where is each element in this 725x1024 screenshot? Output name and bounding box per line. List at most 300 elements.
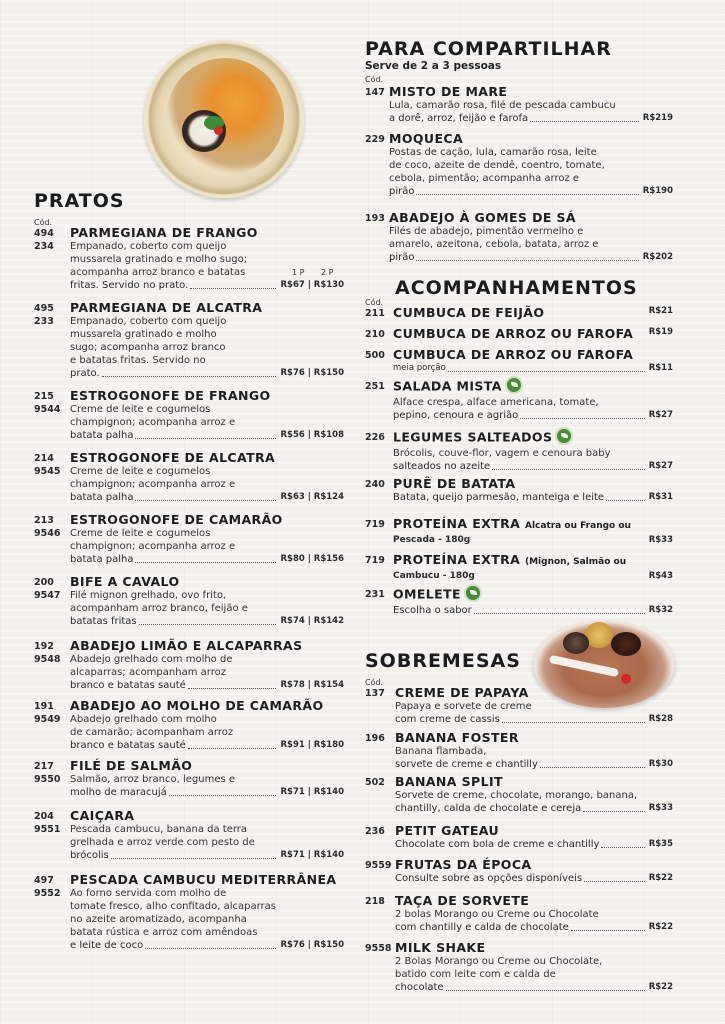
item-description: pepino, cenoura e agrião <box>393 410 519 421</box>
item-name <box>393 516 673 534</box>
item-name <box>393 552 673 570</box>
cod-label: Cód. <box>365 678 384 687</box>
item-body <box>395 893 673 934</box>
item-price: R$35 <box>648 839 673 849</box>
item-description: Creme de leite e cogumelos <box>70 528 211 539</box>
item-name-text: FILÉ DE SALMÃO <box>70 758 193 773</box>
item-description: com creme de cassis <box>395 714 500 725</box>
item-name-text: PROTEÍNA EXTRA <box>393 552 521 567</box>
item-description: batatas fritas <box>70 616 137 627</box>
item-code: 229 <box>365 134 385 145</box>
item-price: R$11 <box>648 363 673 373</box>
item-name-text: ESTROGONOFE DE FRANGO <box>70 388 271 403</box>
leader-dots <box>416 260 638 261</box>
item-name <box>395 940 673 955</box>
item-body <box>70 758 344 799</box>
item-description: de camarão; acompanham arroz <box>70 727 234 738</box>
item-body <box>393 586 673 617</box>
item-price: R$63 | R$124 <box>280 492 344 502</box>
item-name <box>70 758 344 773</box>
item-note: (Mignon, Salmão ou <box>524 557 627 567</box>
item-name-text: BANANA FOSTER <box>395 730 519 745</box>
item-name-text: CREME DE PAPAYA <box>395 685 529 700</box>
item-code: 719 <box>365 555 385 566</box>
item-body <box>395 685 673 726</box>
leader-dots <box>135 500 276 501</box>
menu-item <box>34 574 344 628</box>
item-description: a dorê, arroz, feijão e farofa <box>389 113 529 124</box>
leader-dots <box>601 847 644 848</box>
menu-item <box>365 378 673 422</box>
item-body <box>70 872 344 952</box>
menu-item <box>365 893 673 934</box>
menu-item <box>34 758 344 799</box>
item-code: 213 9546 <box>34 515 61 539</box>
leader-dots <box>190 288 276 289</box>
item-name <box>395 730 673 745</box>
leader-dots <box>474 613 645 614</box>
item-description: prato. <box>70 368 100 379</box>
item-code: 240 <box>365 479 385 490</box>
leader-dots <box>135 562 276 563</box>
item-price: R$32 <box>648 605 673 615</box>
item-description: Pescada cambucu, banana da terra <box>70 824 248 835</box>
price-line <box>393 604 673 617</box>
item-description: sorvete de creme e chantilly <box>395 759 538 770</box>
item-name-text: MILK SHAKE <box>395 940 486 955</box>
item-price: R$22 <box>648 982 673 992</box>
item-name-text: CAIÇARA <box>70 808 135 823</box>
item-description: batata palha <box>70 430 134 441</box>
menu-item <box>34 450 344 504</box>
item-name-text: ESTROGONOFE DE ALCATRA <box>70 450 276 465</box>
item-description: mussarela gratinado e molho <box>70 329 217 340</box>
item-price: R$27 <box>648 461 673 471</box>
leaf-vegan-icon <box>555 427 573 445</box>
price-line <box>70 279 344 292</box>
item-description: Abadejo grelhado com molho de <box>70 654 233 665</box>
item-code: 9558 <box>365 943 392 954</box>
item-body <box>393 552 673 583</box>
item-name <box>393 429 673 447</box>
item-body <box>393 347 673 375</box>
item-description: Ao forno servida com molho de <box>70 888 227 899</box>
leader-dots <box>448 371 645 372</box>
item-description: batido com leite com e calda de <box>395 969 556 980</box>
price-line <box>395 758 673 771</box>
price-line <box>389 185 673 198</box>
price-line <box>389 112 673 125</box>
item-body <box>70 808 344 862</box>
item-code: 217 9550 <box>34 761 61 785</box>
item-description: Empanado, coberto com queijo <box>70 241 227 252</box>
item-code: 214 9545 <box>34 453 61 477</box>
item-price: R$22 <box>648 922 673 932</box>
leader-dots <box>583 811 644 812</box>
item-description: batata palha <box>70 554 134 565</box>
item-price: R$74 | R$142 <box>280 616 344 626</box>
price-line <box>70 786 344 799</box>
menu-item <box>365 857 673 885</box>
menu-item <box>34 698 344 752</box>
item-description: branco e batatas sauté <box>70 680 186 691</box>
item-price: R$71 | R$140 <box>280 850 344 860</box>
price-line <box>70 615 344 628</box>
item-name-text: PARMEGIANA DE ALCATRA <box>70 300 263 315</box>
item-name <box>70 300 344 315</box>
menu-item <box>34 872 344 952</box>
item-description: Alface crespa, alface americana, tomate, <box>393 397 599 408</box>
item-price: R$71 | R$140 <box>280 787 344 797</box>
item-description: fritas. Servido no prato. <box>70 280 189 291</box>
item-body <box>395 774 673 815</box>
item-description: e leite de coco <box>70 940 144 951</box>
item-name-text: BANANA SPLIT <box>395 774 503 789</box>
menu-item <box>34 225 344 292</box>
item-name <box>70 638 344 653</box>
item-description: 2 bolas Morango ou Creme ou Chocolate <box>395 909 599 920</box>
menu-item <box>34 512 344 566</box>
item-body <box>393 378 673 422</box>
item-body <box>70 698 344 752</box>
item-name <box>70 512 344 527</box>
item-name-text: CUMBUCA DE ARROZ OU FAROFA <box>393 326 634 341</box>
price-line <box>70 491 344 504</box>
item-name-text: SALADA MISTA <box>393 378 502 394</box>
menu-item <box>365 774 673 815</box>
item-name <box>70 388 344 403</box>
item-description: Sorvete de creme, chocolate, morango, banana, <box>395 790 638 801</box>
leader-dots <box>135 438 276 439</box>
leaf-vegan-icon <box>464 584 482 602</box>
menu-item <box>365 730 673 771</box>
item-body <box>395 940 673 994</box>
item-code: 137 <box>365 688 385 699</box>
item-body <box>393 476 673 504</box>
item-body <box>393 516 673 547</box>
item-description: Creme de leite e cogumelos <box>70 466 211 477</box>
item-name-text: MISTO DE MARE <box>389 84 508 99</box>
leader-dots <box>530 121 639 122</box>
item-description: Postas de cação, lula, camarão rosa, leite <box>389 147 597 158</box>
item-description: tomate fresco, alho confitado, alcaparras <box>70 901 276 912</box>
item-body <box>393 326 673 339</box>
menu-item <box>34 638 344 692</box>
item-body <box>389 84 673 125</box>
menu-item <box>34 388 344 442</box>
item-name <box>395 774 673 789</box>
item-description: Pescada - 180g <box>393 535 471 545</box>
item-description: salteados no azeite <box>393 461 491 472</box>
item-price: R$43 <box>648 571 673 581</box>
leader-dots <box>102 376 277 377</box>
item-description: champignon; acompanha arroz e <box>70 417 236 428</box>
price-line <box>395 921 673 934</box>
item-code: 497 9552 <box>34 875 61 899</box>
price-line <box>70 739 344 752</box>
item-description: Creme de leite e cogumelos <box>70 404 211 415</box>
menu-item <box>365 347 673 375</box>
item-name <box>70 225 344 240</box>
item-price: R$67 | R$130 <box>280 280 344 290</box>
price-line <box>393 491 673 504</box>
price-line <box>395 981 673 994</box>
item-name-text: TAÇA DE SORVETE <box>395 893 530 908</box>
item-price: R$33 <box>648 535 673 545</box>
item-body <box>389 210 673 264</box>
item-price: R$21 <box>648 306 673 316</box>
item-description: branco e batatas sauté <box>70 740 186 751</box>
item-code: 495 233 <box>34 303 54 327</box>
item-name-text: FRUTAS DA ÉPOCA <box>395 857 532 872</box>
size-label-2p: 2 P <box>321 268 334 277</box>
item-code: 9559 <box>365 860 392 871</box>
item-body <box>70 574 344 628</box>
item-description: e batatas fritas. Servido no <box>70 355 206 366</box>
item-name-text: LEGUMES SALTEADOS <box>393 429 553 445</box>
item-body <box>395 857 673 885</box>
item-description: meia porção <box>393 363 446 373</box>
item-description: sugo; acompanha arroz branco <box>70 342 226 353</box>
item-description: cebola, pimentão; acompanha arroz e <box>389 173 580 184</box>
leader-dots <box>571 930 645 931</box>
item-code: 236 <box>365 826 385 837</box>
item-description: no azeite aromatizado, acompanha <box>70 914 247 925</box>
item-description: champignon; acompanha arroz e <box>70 479 236 490</box>
item-description: amarelo, azeitona, cebola, batata, arroz e <box>389 239 599 250</box>
item-description: Papaya e sorvete de creme <box>395 701 532 712</box>
item-code: 218 <box>365 896 385 907</box>
price-line <box>395 713 673 726</box>
item-name-text: PETIT GATEAU <box>395 823 500 838</box>
item-name-text: PURÊ DE BATATA <box>393 476 516 491</box>
item-description: Abadejo grelhado com molho <box>70 714 217 725</box>
item-code: 502 <box>365 777 385 788</box>
item-description: batata rústica e arroz com amêndoas <box>70 927 258 938</box>
menu-item <box>365 516 673 547</box>
item-body <box>389 131 673 198</box>
leader-dots <box>492 469 645 470</box>
item-price: R$219 <box>642 113 673 123</box>
price-line <box>70 553 344 566</box>
item-price: R$19 <box>648 327 673 337</box>
menu-item <box>34 300 344 380</box>
item-body <box>70 300 344 380</box>
menu-item <box>34 808 344 862</box>
menu-item <box>365 940 673 994</box>
price-line <box>393 362 673 375</box>
item-note: Alcatra ou Frango ou <box>524 521 631 531</box>
item-price: R$56 | R$108 <box>280 430 344 440</box>
item-description: pirão <box>389 186 415 197</box>
item-code: 147 <box>365 87 385 98</box>
item-name-text: CUMBUCA DE ARROZ OU FAROFA <box>393 347 634 362</box>
item-code: 719 <box>365 519 385 530</box>
menu-item <box>365 476 673 504</box>
price-line <box>70 367 344 380</box>
item-description: molho de maracujá <box>70 787 167 798</box>
price-line <box>389 251 673 264</box>
item-code: 500 <box>365 350 385 361</box>
item-description: Filé mignon grelhado, ovo frito, <box>70 590 227 601</box>
item-body <box>70 638 344 692</box>
item-name <box>395 857 673 872</box>
leader-dots <box>520 418 644 419</box>
leader-dots <box>606 500 645 501</box>
item-code: 215 9544 <box>34 391 61 415</box>
item-price: R$190 <box>642 186 673 196</box>
item-name-text: PARMEGIANA DE FRANGO <box>70 225 258 240</box>
menu-item <box>365 305 673 318</box>
item-name-text: PROTEÍNA EXTRA <box>393 516 521 531</box>
item-name <box>395 685 673 700</box>
price-line <box>70 429 344 442</box>
cod-label: Cód. <box>365 298 384 307</box>
item-body <box>70 512 344 566</box>
leader-dots <box>145 948 276 949</box>
item-body <box>395 730 673 771</box>
item-price: R$78 | R$154 <box>280 680 344 690</box>
cod-label: Cód. <box>34 218 53 227</box>
item-name <box>393 586 673 604</box>
item-body <box>70 450 344 504</box>
item-name <box>70 450 344 465</box>
item-code: 193 <box>365 213 385 224</box>
leader-dots <box>139 624 277 625</box>
price-line <box>393 570 673 583</box>
item-name-text: BIFE A CAVALO <box>70 574 180 589</box>
item-description: batata palha <box>70 492 134 503</box>
item-name <box>393 326 673 341</box>
section-title-compartilhar: PARA COMPARTILHAR <box>365 38 612 60</box>
item-description: brócolis <box>70 850 109 861</box>
item-description: Lula, camarão rosa, filé de pescada cambucu <box>389 100 616 111</box>
menu-item <box>365 685 673 726</box>
cod-label: Cód. <box>365 75 384 84</box>
leader-dots <box>188 748 277 749</box>
section-title-sobremesas: SOBREMESAS <box>365 650 521 672</box>
item-price: R$33 <box>648 803 673 813</box>
item-price: R$76 | R$150 <box>280 940 344 950</box>
item-code: 251 <box>365 381 385 392</box>
item-description: Cambucu - 180g <box>393 571 475 581</box>
item-code: 204 9551 <box>34 811 61 835</box>
item-name <box>70 872 344 887</box>
item-description: Empanado, coberto com queijo <box>70 316 227 327</box>
item-description: Batata, queijo parmesão, manteiga e leite <box>393 492 605 503</box>
item-name <box>389 210 673 225</box>
leader-dots <box>188 688 277 689</box>
leaf-vegan-icon <box>505 376 523 394</box>
item-description: chantilly, calda de chocolate e cereja <box>395 803 582 814</box>
menu-item <box>365 210 673 264</box>
item-name <box>395 823 673 838</box>
section-title-pratos: PRATOS <box>34 190 125 212</box>
price-line <box>70 849 344 862</box>
item-description: pirão <box>389 252 415 263</box>
item-body <box>70 388 344 442</box>
item-description: Brócolis, couve-flor, vagem e cenoura baby <box>393 448 611 459</box>
item-name-text: MOQUECA <box>389 131 464 146</box>
menu-item <box>365 586 673 617</box>
price-line <box>393 460 673 473</box>
item-name <box>393 476 673 491</box>
leader-dots <box>502 722 645 723</box>
item-code: 191 9549 <box>34 701 61 725</box>
item-price: R$22 <box>648 873 673 883</box>
leader-dots <box>111 858 277 859</box>
item-name-text: ABADEJO À GOMES DE SÁ <box>389 210 577 225</box>
item-body <box>70 225 344 292</box>
price-line <box>70 939 344 952</box>
menu-item <box>365 131 673 198</box>
food-plate-image <box>144 40 304 198</box>
item-description: Filés de abadejo, pimentão vermelho e <box>389 226 584 237</box>
item-description: acompanham arroz branco, feijão e <box>70 603 248 614</box>
menu-item <box>365 823 673 851</box>
price-line <box>395 838 673 851</box>
item-body <box>395 823 673 851</box>
item-description: de coco, azeite de dendê, coentro, tomate, <box>389 160 605 171</box>
leader-dots <box>169 795 277 796</box>
section-title-acompanhamentos: ACOMPANHAMENTOS <box>395 277 638 299</box>
leader-dots <box>540 767 645 768</box>
leader-dots <box>416 194 638 195</box>
item-description: Salmão, arroz branco, legumes e <box>70 774 236 785</box>
item-name <box>70 808 344 823</box>
item-code: 200 9547 <box>34 577 61 601</box>
item-description: champignon; acompanha arroz e <box>70 541 236 552</box>
item-description: Banana flambada, <box>395 746 487 757</box>
item-code: 226 <box>365 432 385 443</box>
item-description: alcaparras; acompanham arroz <box>70 667 226 678</box>
price-line <box>395 872 673 885</box>
price-line <box>393 534 673 547</box>
item-description: mussarela gratinado e molho sugo; <box>70 254 248 265</box>
item-name-text: ESTROGONOFE DE CAMARÃO <box>70 512 283 527</box>
item-name-text: PESCADA CAMBUCU MEDITERRÂNEA <box>70 872 337 887</box>
item-description: grelhada e arroz verde com pesto de <box>70 837 255 848</box>
item-price: R$80 | R$156 <box>280 554 344 564</box>
price-line <box>393 409 673 422</box>
item-body <box>393 429 673 473</box>
item-name-text: OMELETE <box>393 586 461 602</box>
price-line <box>70 679 344 692</box>
item-price: R$30 <box>648 759 673 769</box>
item-name <box>70 574 344 589</box>
item-name-text: CUMBUCA DE FEIJÃO <box>393 305 545 320</box>
item-name <box>389 131 673 146</box>
menu-item <box>365 84 673 125</box>
item-code: 196 <box>365 733 385 744</box>
item-description: Consulte sobre as opções disponíveis <box>395 873 583 884</box>
item-name <box>70 698 344 713</box>
item-code: 192 9548 <box>34 641 61 665</box>
item-price: R$91 | R$180 <box>280 740 344 750</box>
item-price: R$31 <box>648 492 673 502</box>
leader-dots <box>584 881 645 882</box>
item-body <box>393 305 673 318</box>
item-name-text: ABADEJO AO MOLHO DE CAMARÃO <box>70 698 324 713</box>
item-price: R$28 <box>648 714 673 724</box>
item-code: 211 <box>365 308 385 319</box>
item-code: 494 234 <box>34 228 54 252</box>
item-code: 231 <box>365 589 385 600</box>
menu-item <box>365 429 673 473</box>
item-description: chocolate <box>395 982 444 993</box>
menu-item <box>365 552 673 583</box>
item-name <box>395 893 673 908</box>
